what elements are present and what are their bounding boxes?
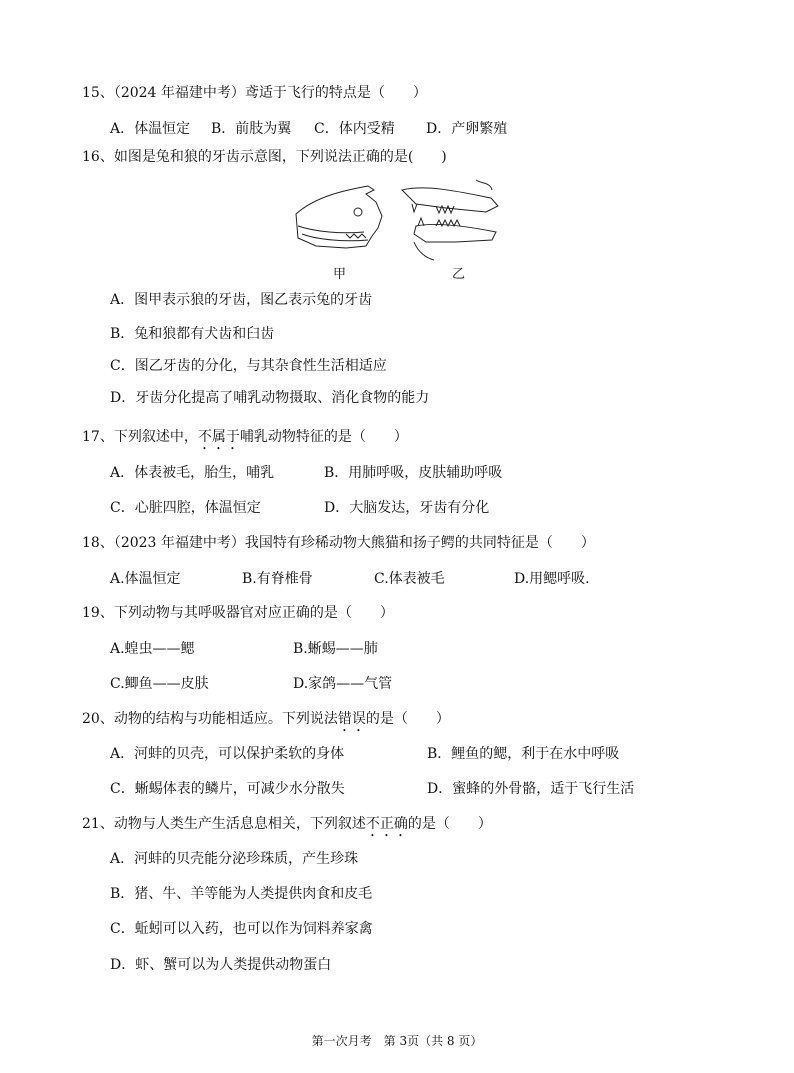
q20-stem-start: 20、动物的结构与功能相适应。下列说法 [82,711,338,727]
q20-stem-end: 的是（ ） [365,711,450,727]
q20-option-a: A．河蚌的贝壳，可以保护柔软的身体 [110,746,345,762]
q15-option-c: C．体内受精 [314,121,395,137]
question-18-stem: 18、（2023 年福建中考）我国特有珍稀动物大熊猫和扬子鳄的共同特征是（ ） [82,535,595,551]
q20-option-b: B．鲤鱼的鳃，利于在水中呼吸 [427,746,620,762]
question-21-stem [82,815,492,840]
question-19-stem: 19、下列动物与其呼吸器官对应正确的是（ ） [82,605,394,621]
question-16-stem: 16、如图是兔和狼的牙齿示意图，下列说法正确的是( ) [82,149,447,165]
q19-option-c: C.鲫鱼——皮肤 [110,676,209,692]
figure-label-jia: 甲 [333,267,347,282]
q20-emphasis: 错误 [337,711,366,727]
q18-option-c: C.体表被毛 [374,571,445,587]
q18-option-d: D.用鳃呼吸. [514,571,590,587]
q18-option-a: A.体温恒定 [110,571,181,587]
q19-option-a: A.蝗虫——鳃 [110,641,195,657]
q18-option-b: B.有脊椎骨 [242,571,313,587]
teeth-diagram [286,176,506,280]
q17-stem-end: 哺乳动物特征的是（ ） [239,429,408,445]
q17-option-b: B．用肺呼吸，皮肤辅助呼吸 [324,465,503,481]
q21-emphasis: 不正确 [365,816,408,832]
teeth-diagram-drawing [286,176,506,280]
q17-option-d: D．大脑发达，牙齿有分化 [324,500,490,516]
question-17-stem [82,428,408,453]
q21-option-d: D．虾、蟹可以为人类提供动物蛋白 [110,957,332,973]
q17-stem-start: 17、下列叙述中， [82,429,198,445]
q17-option-a: A．体表被毛，胎生，哺乳 [110,465,275,481]
q16-option-d: D．牙齿分化提高了哺乳动物摄取、消化食物的能力 [110,390,430,406]
q21-option-c: C．蚯蚓可以入药，也可以作为饲料养家禽 [110,921,373,937]
q17-option-c: C．心脏四腔，体温恒定 [110,500,261,516]
q17-emphasis: 不属于 [197,429,240,445]
q15-option-a: A．体温恒定 [110,121,191,137]
q21-stem-end: 的是（ ） [407,816,492,832]
q19-option-b: B.蜥蜴——肺 [293,641,378,657]
figure-label-yi: 乙 [452,267,466,282]
question-15-stem: 15、（2024 年福建中考）鸢适于飞行的特点是（ ） [82,85,427,101]
q16-option-a: A．图甲表示狼的牙齿，图乙表示兔的牙齿 [110,292,373,308]
q20-option-c: C．蜥蜴体表的鳞片，可减少水分散失 [110,781,345,797]
page-footer: 第一次月考 第 3页（共 8 页） [311,1034,483,1048]
q21-option-a: A．河蚌的贝壳能分泌珍珠质，产生珍珠 [110,851,359,867]
question-20-stem [82,710,450,735]
q21-stem-start: 21、动物与人类生产生活息息相关，下列叙述 [82,816,366,832]
q16-option-b: B．兔和狼都有犬齿和臼齿 [110,326,275,342]
q19-option-d: D.家鸽——气管 [293,676,393,692]
q21-option-b: B．猪、牛、羊等能为人类提供肉食和皮毛 [110,886,373,902]
q15-option-d: D．产卵繁殖 [426,121,508,137]
q16-option-c: C．图乙牙齿的分化，与其杂食性生活相适应 [110,358,387,374]
q20-option-d: D．蜜蜂的外骨骼，适于飞行生活 [427,781,635,797]
q15-option-b: B．前肢为翼 [211,121,292,137]
